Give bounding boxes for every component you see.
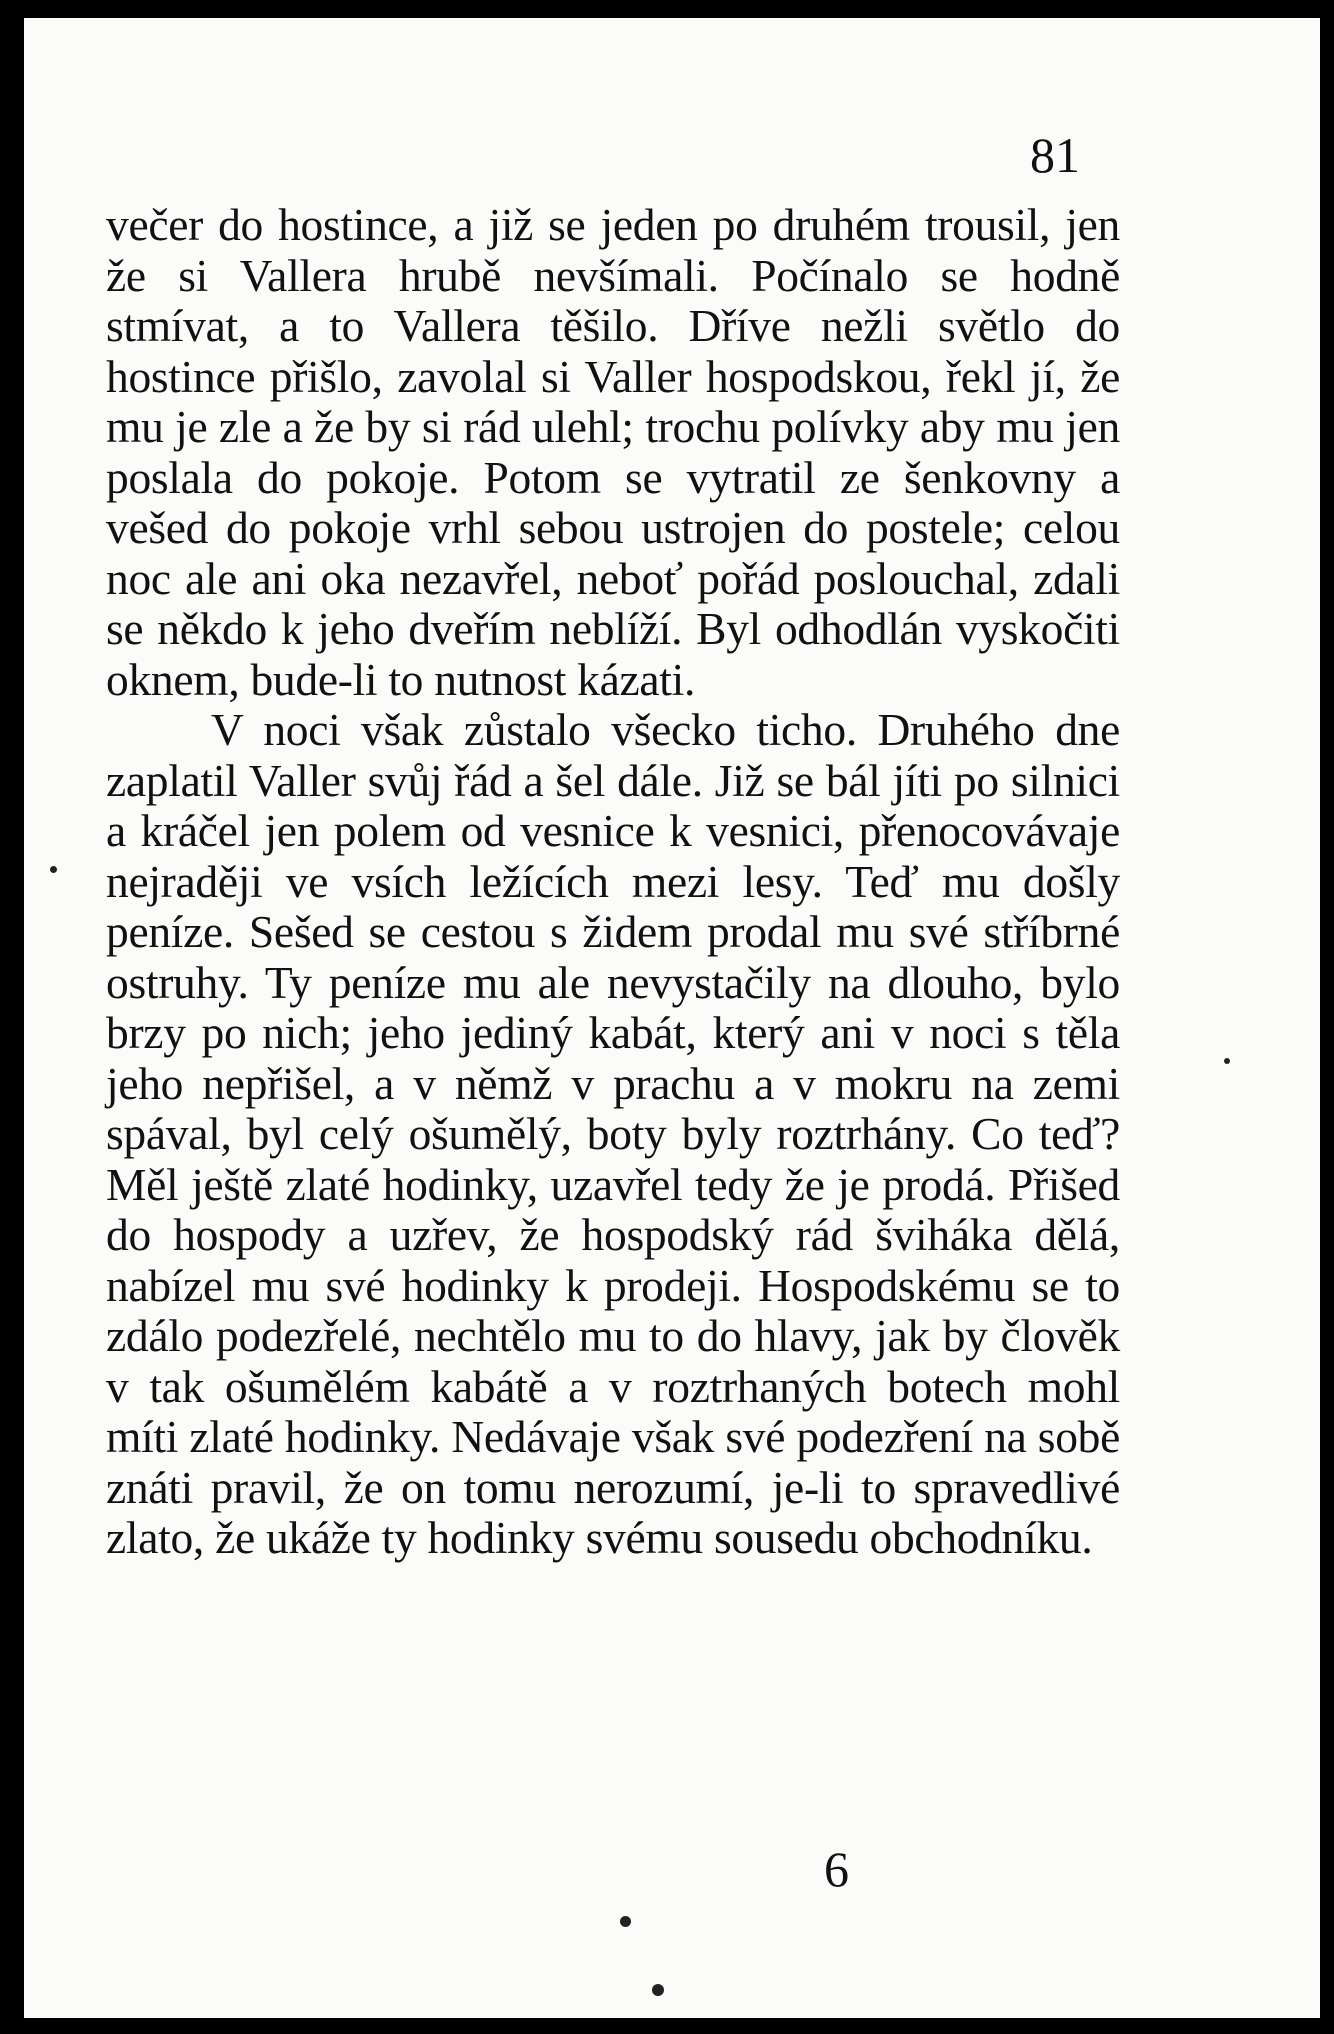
body-text (106, 200, 1120, 1564)
paper-speck (620, 1916, 631, 1927)
paper-speck (1224, 1058, 1230, 1064)
page-number: 81 (1030, 127, 1080, 183)
paper-speck (652, 1984, 664, 1996)
paragraph-2: V noci však zůstalo všecko ticho. Druhého dne zaplatil Valler svůj řád a šel dále. Již se bál jíti po silnici a kráčel jen polem od vesnice k vesnici, přenocovávaje nejraději ve vsích ležících mezi lesy. Teď mu došly peníze. Sešed se cestou s židem prodal mu své stříbrné ostruhy. Ty peníze mu ale nevystačily na dlouho, bylo brzy po nich; jeho jediný kabát, který ani v noci s těla jeho nepřišel, a v němž v prachu a v mokru na zemi spával, byl celý ošumělý, boty byly roztrhány. Co teď? Měl ještě zlaté hodinky, uzavřel tedy že je prodá. Přišed do hospody a uzřev, že hospodský rád šviháka dělá, nabízel mu své hodinky k prodeji. Hospodskému se to zdálo podezřelé, nechtělo mu to do hlavy, jak by člověk v tak ošumělém kabátě a v roztrhaných botech mohl míti zlaté hodinky. Nedávaje však své podezření na sobě znáti pravil, že on tomu nerozumí, je-li to spravedlivé zlato, že ukáže ty hodinky svému sousedu obchodníku. (106, 704, 1120, 1563)
paragraph-1: večer do hostince, a již se jeden po druhém trousil, jen že si Vallera hrubě nevšímali. Počínalo se hodně stmívat, a to Vallera těšilo. Dříve nežli světlo do hostince přišlo, zavolal si Valler hospodskou, řekl jí, že mu je zle a že by si rád ulehl; trochu polívky aby mu jen poslala do pokoje. Potom se vytratil ze šenkovny a vešed do pokoje vrhl sebou ustrojen do postele; celou noc ale ani oka nezavřel, neboť pořád poslouchal, zdali se někdo k jeho dveřím neblíží. Byl odhodlán vyskočiti oknem, bude-li to nutnost kázati. (106, 199, 1120, 705)
paper-speck (50, 866, 57, 873)
signature-mark: 6 (824, 1841, 849, 1897)
book-page (24, 18, 1320, 2018)
